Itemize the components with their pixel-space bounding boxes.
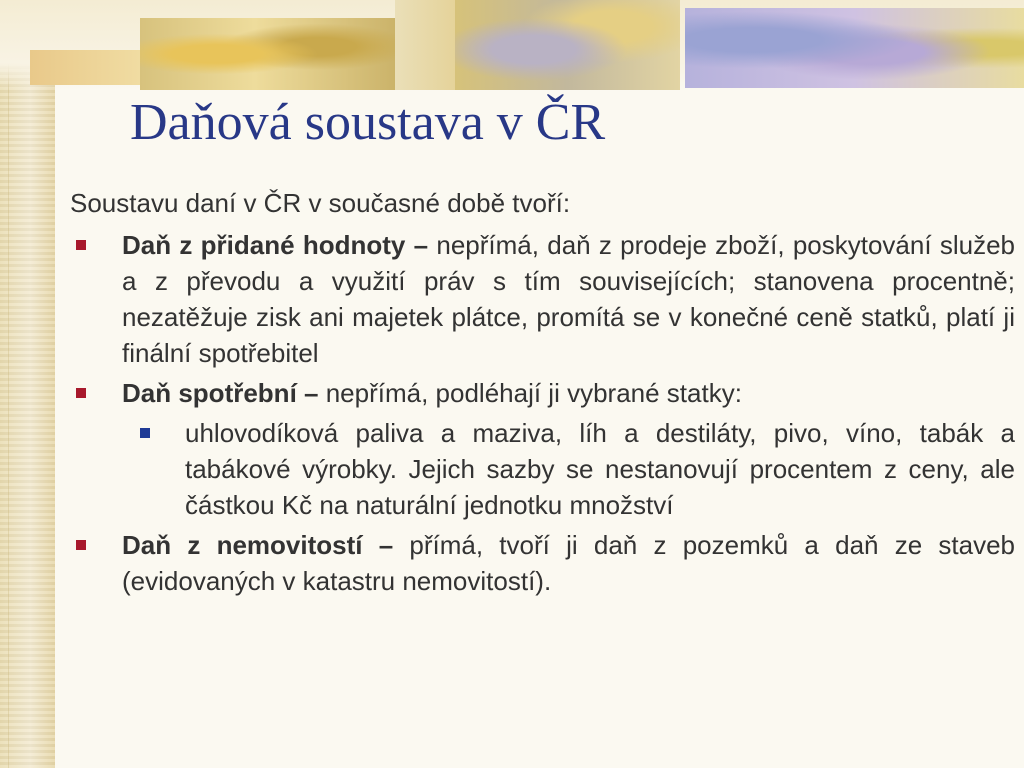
list-item-body: přímá, tvoří ji daň z pozemků a daň ze staveb (evidovaných v katastru nemovitostí). [122,530,1016,596]
list-item-heading: Daň z nemovitostí – [122,530,394,560]
header-art-leaves [140,18,395,90]
sub-list-item-statky [70,415,1015,523]
header-art-lavender [685,8,1024,88]
list-item-heading: Daň z přidané hodnoty – [122,230,429,260]
header-art-leaves-left [30,50,140,85]
list-item-dph [70,227,1015,371]
list-item-spotrebni [70,375,1015,411]
list-item-text [122,375,1015,411]
list-item-body: nepřímá, daň z prodeje zboží, poskytování služeb a z převodu a využití práv s tím souvisejících; stanovena procentně; nezatěžuje zisk ani majetek plátce, promítá se v konečné ceně statků, platí ji finální spotřebitel [122,230,1015,368]
list-item-text [122,227,1015,371]
list-item-nemovitosti [70,527,1015,599]
intro-text: Soustavu daní v ČR v současné době tvoří: [70,188,571,218]
header-art-gap [395,0,455,90]
square-bullet-red-icon [76,388,86,398]
slide-title: Daňová soustava v ČR [130,94,606,151]
list-item-heading: Daň spotřební – [122,378,319,408]
header-art-flowers [455,0,680,90]
list-item-text [122,527,1015,599]
left-texture-strip [0,0,55,768]
square-bullet-red-icon [76,540,86,550]
square-bullet-red-icon [76,240,86,250]
square-bullet-blue-icon [140,428,150,438]
sub-list-item-text: uhlovodíková paliva a maziva, líh a destiláty, pivo, víno, tabák a tabákové výrobky. Jejich sazby se nestanovují procentem z ceny, ale částkou Kč na naturální jednotku množství [185,418,1015,520]
slide-body [70,185,1015,603]
list-item-body: nepřímá, podléhají ji vybrané statky: [318,378,742,408]
